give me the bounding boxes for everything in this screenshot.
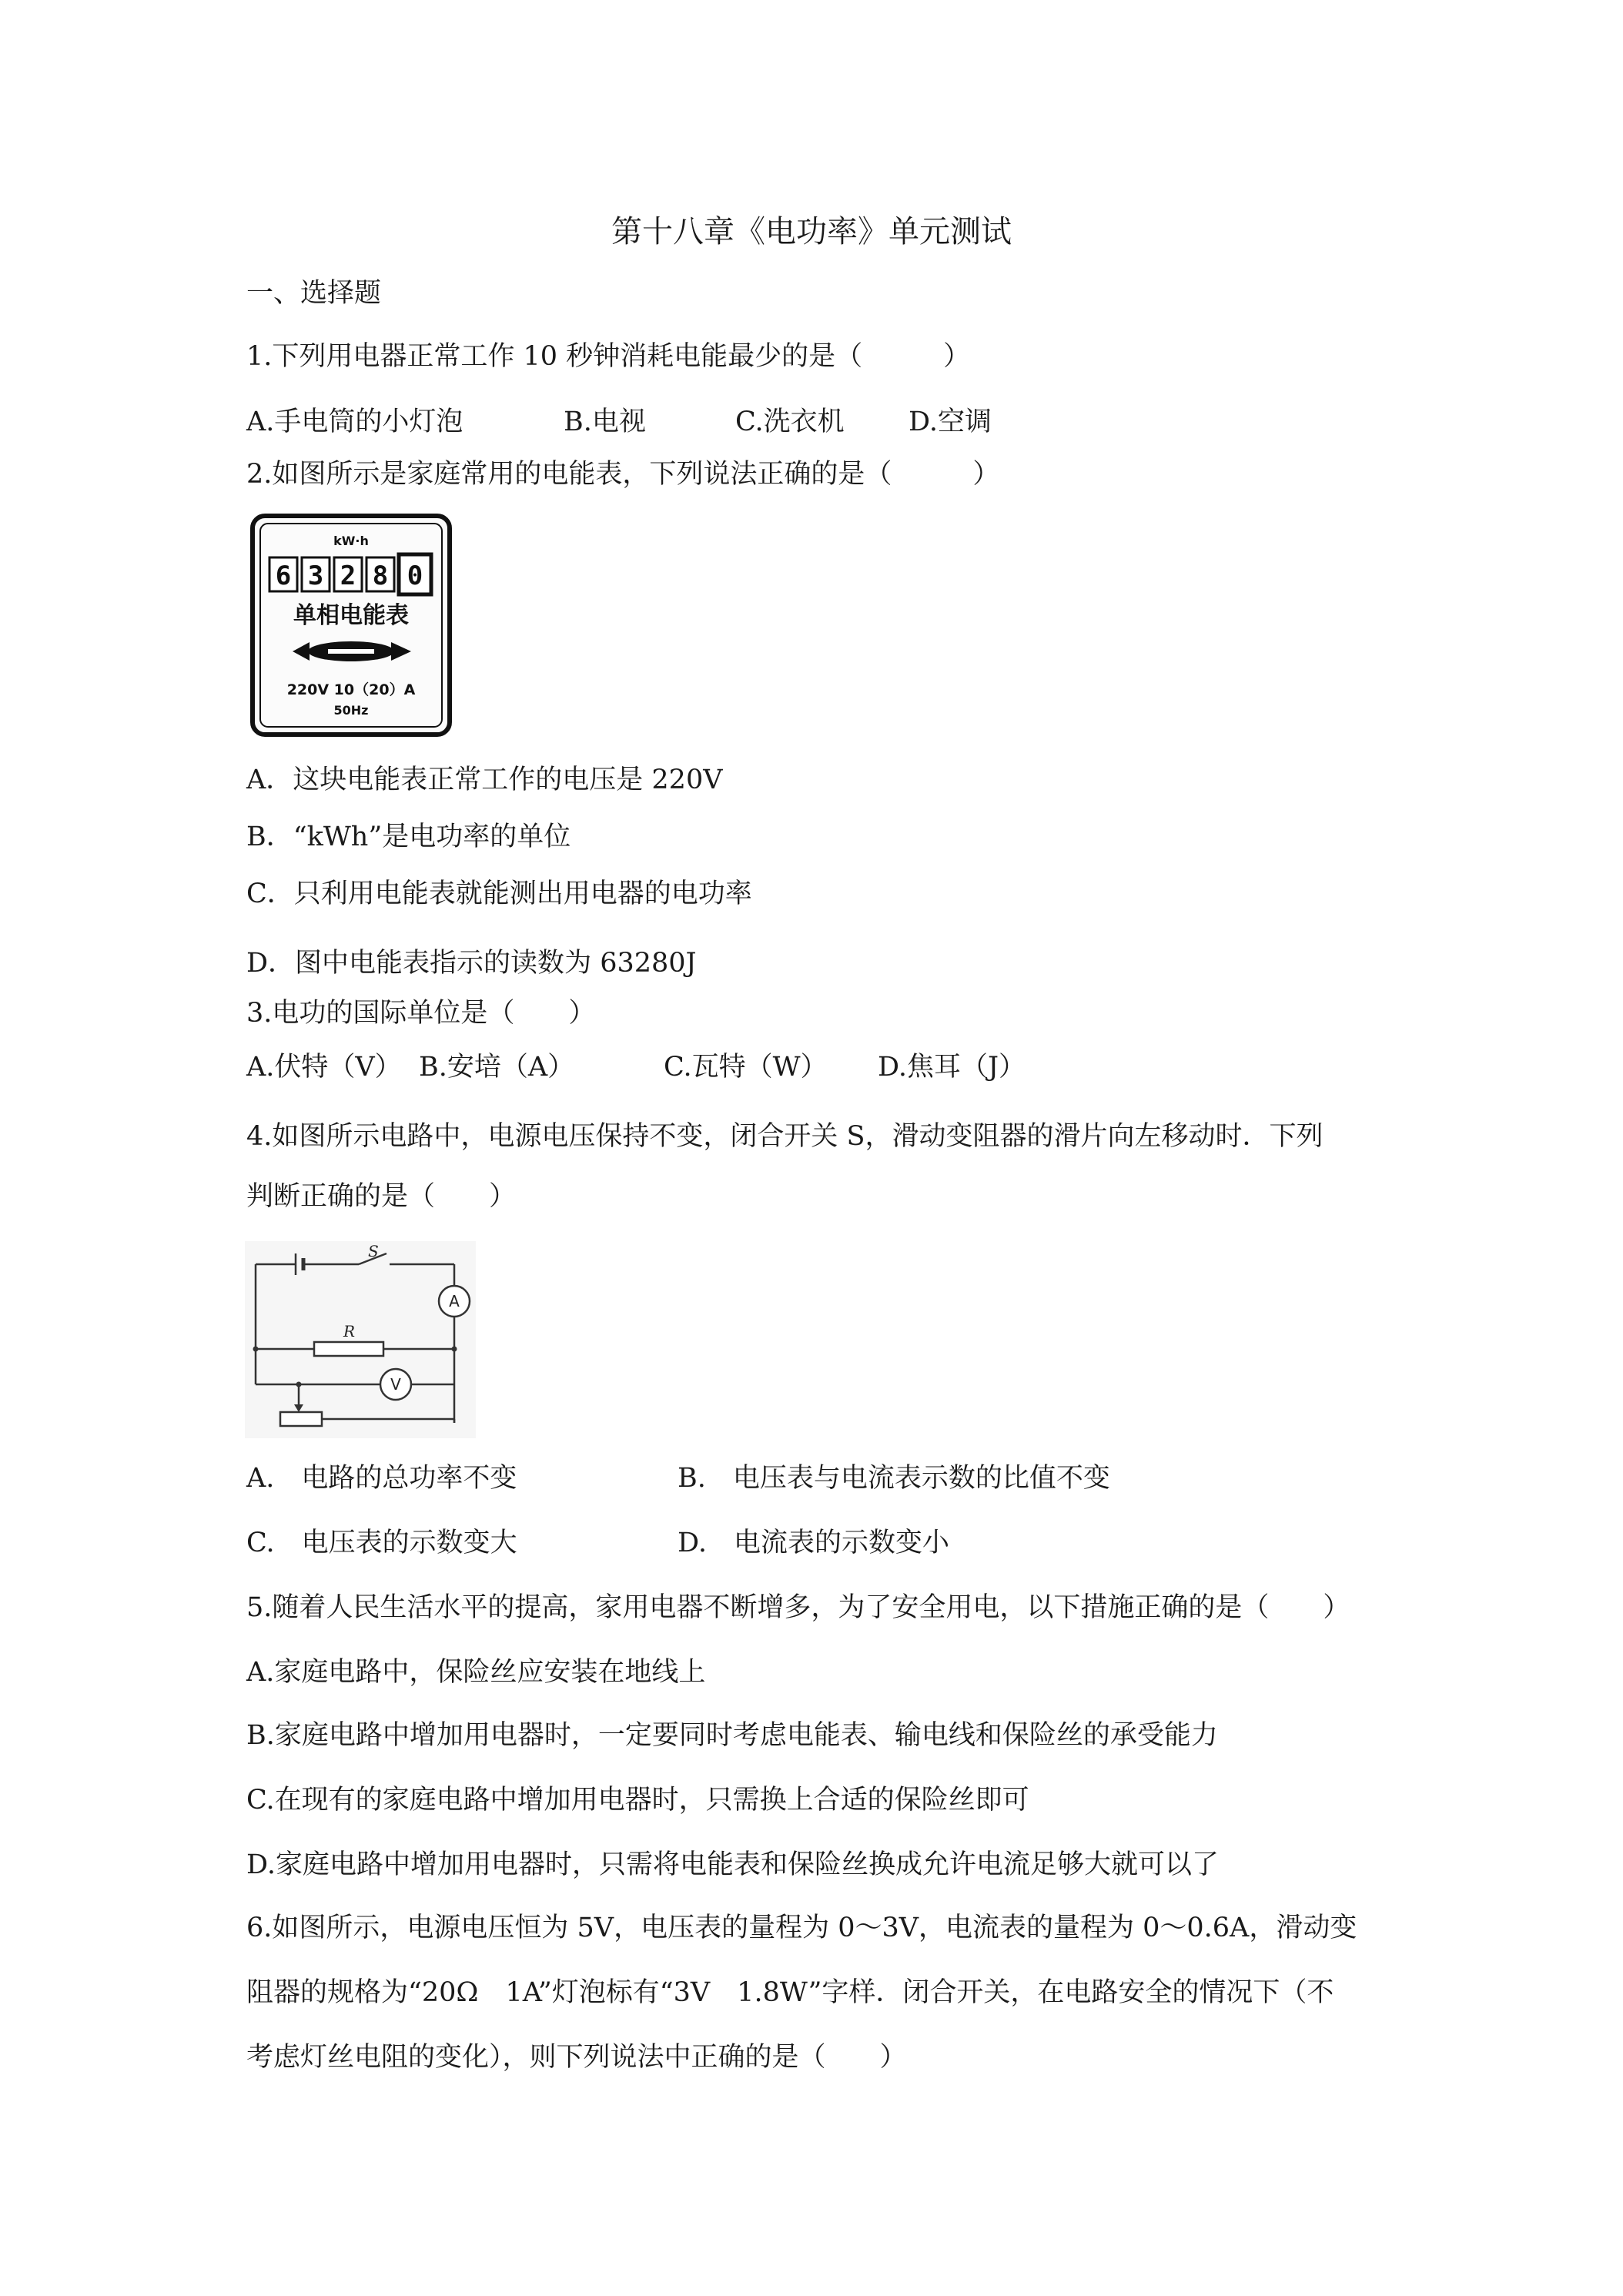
section-heading: 一、选择题 [246, 278, 382, 309]
question-3-stem: 3.电功的国际单位是（ ） [246, 998, 596, 1029]
meter-unit-label: kW·h [333, 534, 369, 548]
ammeter-label: A [449, 1292, 460, 1310]
meter-digit: 0 [407, 561, 423, 591]
circuit-diagram-figure [245, 1241, 476, 1438]
resistor-label: R [343, 1322, 356, 1340]
meter-digit: 8 [372, 561, 389, 591]
question-5-option-d: D.家庭电路中增加用电器时，只需将电能表和保险丝换成允许电流足够大就可以了 [246, 1849, 1219, 1880]
question-2-option-a: A．这块电能表正常工作的电压是 220V [246, 765, 723, 795]
question-2-option-c: C．只利用电能表就能测出用电器的电功率 [246, 879, 752, 909]
question-4-option-a: A. 电路的总功率不变 [246, 1463, 517, 1494]
question-2-option-d: D．图中电能表指示的读数为 63280J [246, 948, 697, 979]
meter-digit: 3 [307, 561, 324, 591]
page-title: 第十八章《电功率》单元测试 [611, 214, 1012, 249]
voltmeter-label: V [390, 1375, 401, 1394]
meter-name: 单相电能表 [293, 602, 409, 629]
question-4-option-c: C. 电压表的示数变大 [246, 1528, 517, 1558]
question-4-option-b: B. 电压表与电流表示数的比值不变 [678, 1463, 1110, 1494]
switch-label: S [368, 1242, 379, 1260]
meter-frequency: 50Hz [333, 703, 369, 718]
question-1-stem: 1.下列用电器正常工作 10 秒钟消耗电能最少的是（ ） [246, 341, 971, 372]
question-3-option-b: B.安培（A） [419, 1052, 575, 1083]
meter-digit: 2 [340, 561, 356, 591]
question-1-option-c: C.洗衣机 [735, 407, 845, 437]
question-2-option-b: B．“kWh”是电功率的单位 [246, 822, 571, 852]
question-5-option-b: B.家庭电路中增加用电器时，一定要同时考虑电能表、输电线和保险丝的承受能力 [246, 1720, 1218, 1751]
question-4-option-d: D. 电流表的示数变小 [678, 1528, 949, 1558]
question-2-stem: 2.如图所示是家庭常用的电能表，下列说法正确的是（ ） [246, 459, 1000, 490]
question-5-stem: 5.随着人民生活水平的提高，家用电器不断增多，为了安全用电，以下措施正确的是（ ） [246, 1592, 1350, 1623]
question-6-line3: 考虑灯丝电阻的变化），则下列说法中正确的是（ ） [246, 2042, 907, 2073]
question-5-option-a: A.家庭电路中，保险丝应安装在地线上 [246, 1657, 706, 1688]
question-5-option-c: C.在现有的家庭电路中增加用电器时，只需换上合适的保险丝即可 [246, 1785, 1029, 1816]
question-3-option-c: C.瓦特（W） [664, 1052, 828, 1083]
question-3-option-a: A.伏特（V） [246, 1052, 402, 1083]
question-6-line1: 6.如图所示，电源电压恒为 5V，电压表的量程为 0～3V，电流表的量程为 0～0.6A，滑动变 [246, 1913, 1357, 1943]
question-1-option-b: B.电视 [564, 407, 646, 437]
question-4-stem-line2: 判断正确的是（ ） [246, 1181, 517, 1212]
question-3-option-d: D.焦耳（J） [878, 1052, 1026, 1083]
question-6-line2: 阻器的规格为“20Ω 1A”灯泡标有“3V 1.8W”字样．闭合开关，在电路安全的情况下（不 [246, 1977, 1334, 2008]
question-1-option-a: A.手电筒的小灯泡 [246, 407, 463, 437]
question-1-option-d: D.空调 [909, 407, 992, 437]
meter-digit: 6 [275, 561, 292, 591]
electric-meter-figure [248, 511, 454, 739]
meter-spec: 220V 10（20）A [286, 681, 416, 698]
question-4-stem-line1: 4.如图所示电路中，电源电压保持不变，闭合开关 S，滑动变阻器的滑片向左移动时．下列 [246, 1121, 1323, 1152]
